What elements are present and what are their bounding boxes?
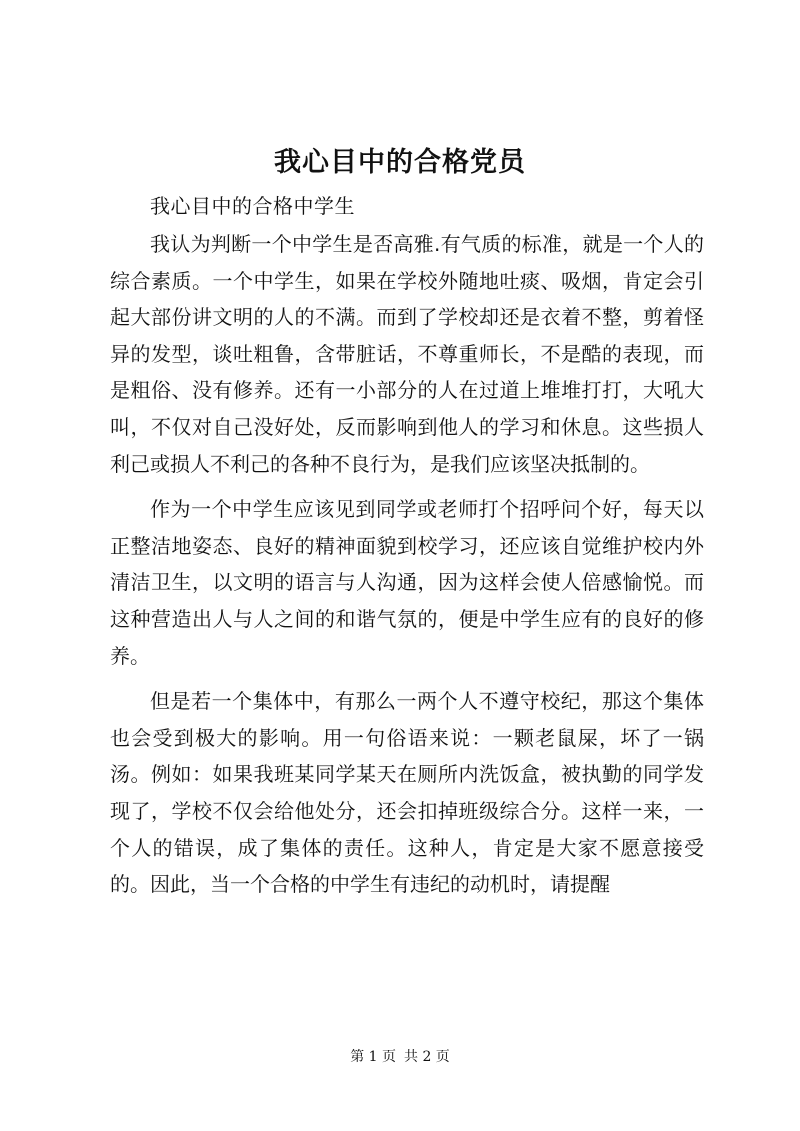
- page-total: 共 2 页: [404, 1049, 450, 1065]
- body-paragraph-2: 作为一个中学生应该见到同学或老师打个招呼问个好，每天以正整洁地姿态、良好的精神面貌到校学习，还应该自觉维护校内外清洁卫生，以文明的语言与人沟通，因为这样会使人倍感愉悦。而这种营造出人与人之间的和谐气氛的，便是中学生应有的良好的修养。: [110, 497, 704, 668]
- body-paragraph-3: 但是若一个集体中，有那么一两个人不遵守校纪，那这个集体也会受到极大的影响。用一句俗语来说：一颗老鼠屎，坏了一锅汤。例如：如果我班某同学某天在厕所内洗饭盒，被执勤的同学发现了，学校不仅会给他处分，还会扣掉班级综合分。这样一来，一个人的错误，成了集体的责任。这种人，肯定是大家不愿意接受的。因此，当一个合格的中学生有违纪的动机时，请提醒: [110, 689, 704, 897]
- page-footer: [0, 1047, 800, 1067]
- page-number: 第 1 页: [350, 1049, 396, 1065]
- document-title: 我心目中的合格党员: [274, 147, 526, 178]
- document-subtitle: 我心目中的合格中学生: [150, 194, 355, 218]
- body-paragraph-1: 我认为判断一个中学生是否高雅.有气质的标准，就是一个人的综合素质。一个中学生，如果在学校外随地吐痰、吸烟，肯定会引起大部份讲文明的人的不满。而到了学校却还是衣着不整，剪着怪异的发型，谈吐粗鲁，含带脏话，不尊重师长，不是酷的表现，而是粗俗、没有修养。还有一小部分的人在过道上堆堆打打，大吼大叫，不仅对自己没好处，反而影响到他人的学习和休息。这些损人利己或损人不利己的各种不良行为，是我们应该坚决抵制的。: [110, 232, 704, 476]
- document-body: [110, 226, 704, 912]
